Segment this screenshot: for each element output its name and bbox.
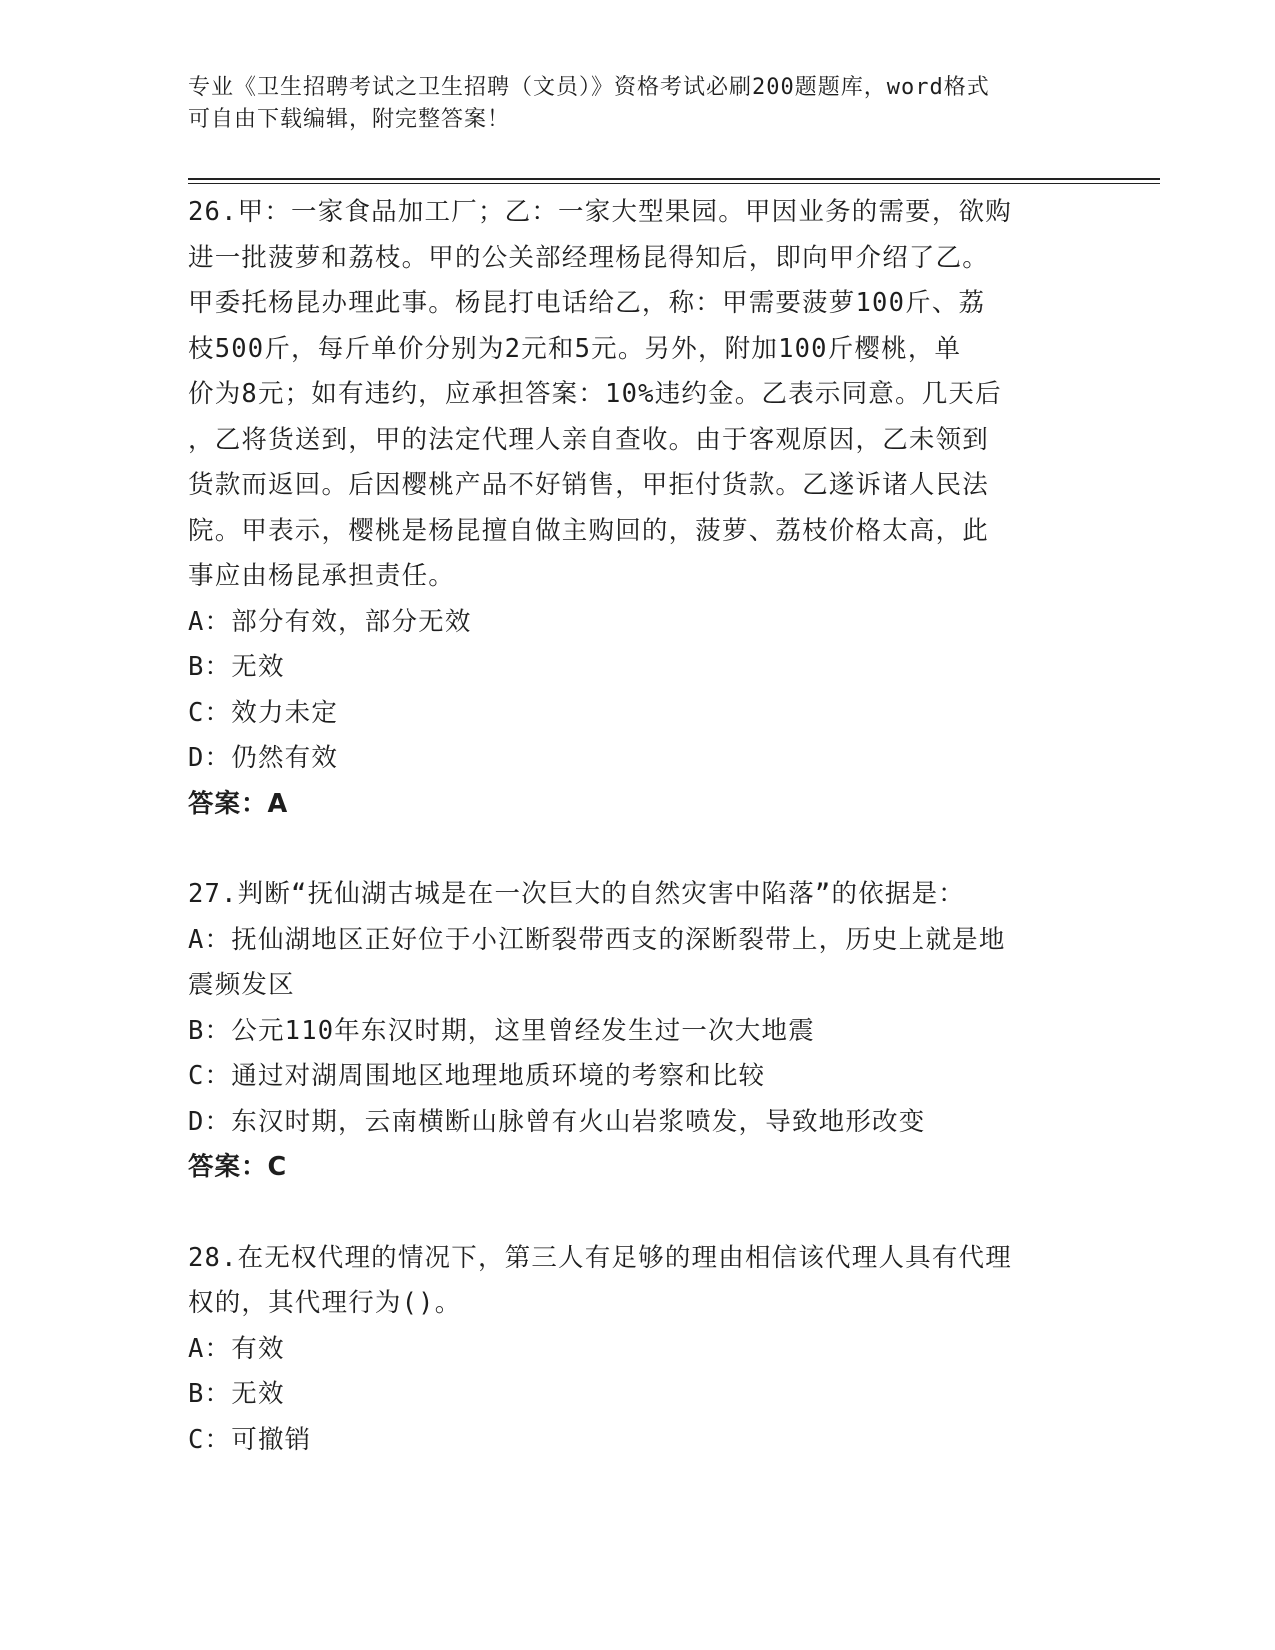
option-a: A：抚仙湖地区正好位于小江断裂带西支的深断裂带上，历史上就是地 [188,924,1006,955]
option-c: C：效力未定 [188,697,339,728]
document-header [188,72,1088,136]
header-line-1: 专业《卫生招聘考试之卫生招聘（文员）》资格考试必刷200题题库，word格式 [188,75,990,100]
question-27 [188,872,1088,1191]
option-b: B：无效 [188,1379,285,1409]
option-b: B：公元110年东汉时期，这里曾经发生过一次大地震 [188,1015,815,1046]
header-divider-thick [188,178,1160,180]
question-28 [188,1236,1088,1464]
question-list [188,190,1088,1508]
question-stem-line: 权的，其代理行为()。 [188,1288,462,1318]
option-b: B：无效 [188,652,285,682]
question-stem-line: 27.判断“抚仙湖古城是在一次巨大的自然灾害中陷落”的依据是： [188,879,965,909]
question-stem-line: 货款而返回。后因樱桃产品不好销售，甲拒付货款。乙遂诉诸人民法 [188,470,990,500]
question-stem-line: 枝500斤，每斤单价分别为2元和5元。另外，附加100斤樱桃，单 [188,333,962,364]
question-stem-line: 价为8元；如有违约，应承担答案：10%违约金。乙表示同意。几天后 [188,379,1002,409]
option-a-continued: 震频发区 [188,970,295,1000]
question-stem-line: 事应由杨昆承担责任。 [188,561,456,591]
header-line-2: 可自由下载编辑，附完整答案！ [188,107,511,132]
answer-label: 答案：C [188,1152,288,1182]
question-stem-line: 进一批菠萝和荔枝。甲的公关部经理杨昆得知后，即向甲介绍了乙。 [188,242,990,273]
question-stem-line: ，乙将货送到，甲的法定代理人亲自查收。由于客观原因，乙未领到 [188,424,990,455]
answer-label: 答案：A [188,788,289,819]
question-stem-line: 院。甲表示，樱桃是杨昆擅自做主购回的，菠萝、荔枝价格太高，此 [188,515,990,546]
option-c: C：通过对湖周围地区地理地质环境的考察和比较 [188,1061,766,1091]
option-a: A：有效 [188,1333,285,1364]
option-d: D：东汉时期，云南横断山脉曾有火山岩浆喷发，导致地形改变 [188,1106,926,1137]
question-stem-line: 28.在无权代理的情况下，第三人有足够的理由相信该代理人具有代理 [188,1242,1012,1273]
option-d: D：仍然有效 [188,743,339,773]
question-stem-line: 26.甲：一家食品加工厂；乙：一家大型果园。甲因业务的需要，欲购 [188,197,1012,227]
header-divider-thin [188,183,1160,184]
question-stem-line: 甲委托杨昆办理此事。杨昆打电话给乙，称：甲需要菠萝100斤、荔 [188,288,986,318]
question-26 [188,190,1088,827]
option-c: C：可撤销 [188,1424,312,1455]
option-a: A：部分有效，部分无效 [188,606,472,637]
